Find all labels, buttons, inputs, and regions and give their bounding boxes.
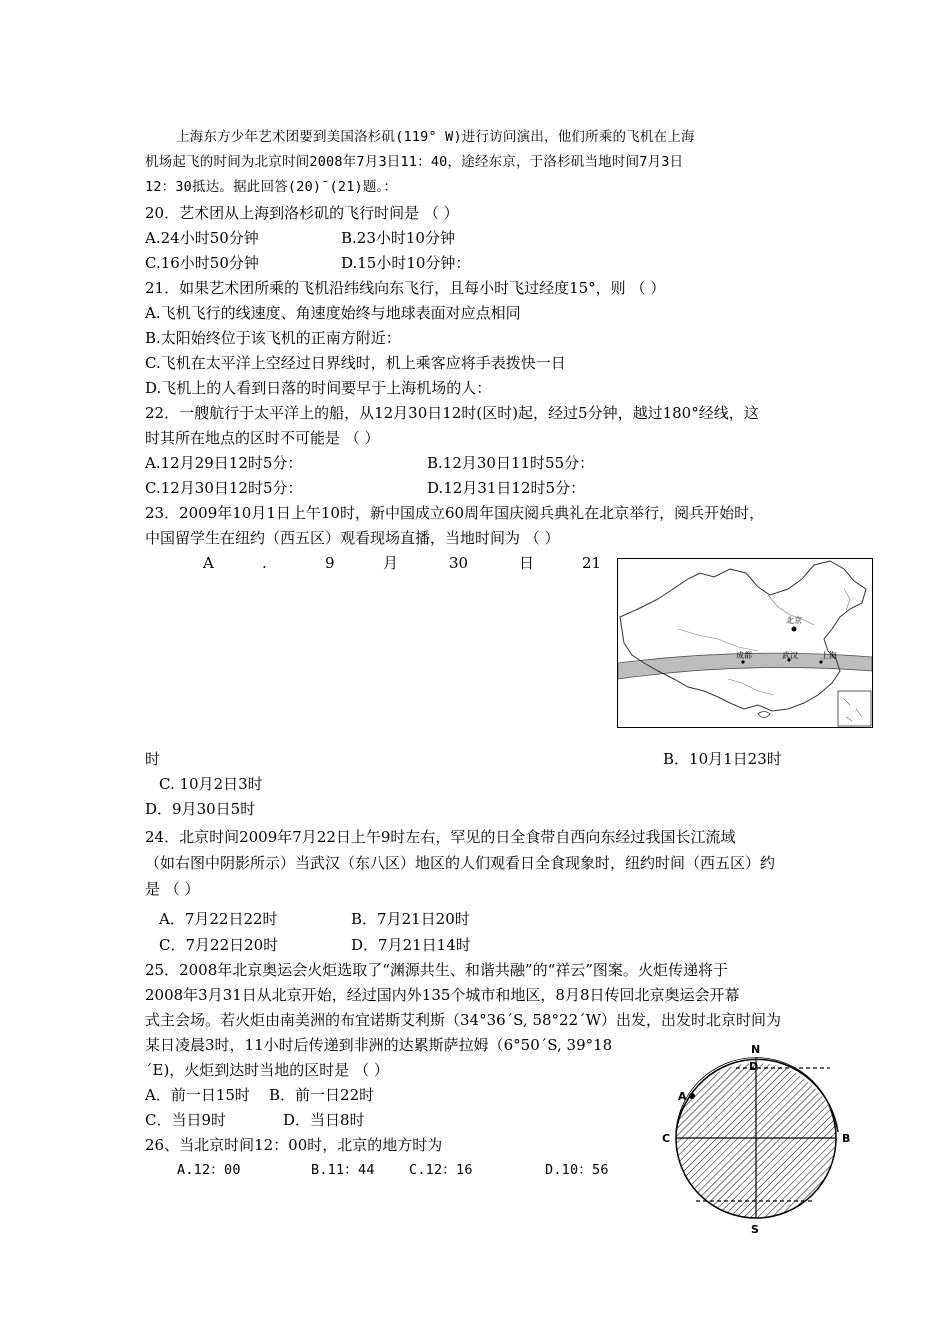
q24-stem-2: （如右图中阴影所示）当武汉（东八区）地区的人们观看日全食现象时，纽约时间（西五区）约 — [145, 854, 776, 872]
q23-option-a-part: 9 — [325, 554, 335, 572]
coast-line — [844, 589, 850, 611]
south-sea-inset — [838, 691, 871, 726]
q23-option-d: D．9月30日5时 — [145, 800, 256, 818]
province-border — [728, 679, 774, 695]
q24-option-b: B．7月21日20时 — [351, 910, 470, 928]
intro-line-3: 12：30抵达。据此回答(20)¯(21)题。： — [145, 179, 398, 195]
q23-option-a-part: A — [203, 554, 214, 572]
q23-option-a-part: 30 — [449, 554, 469, 572]
q22-option-b: B.12月30日11时55分： — [427, 454, 595, 472]
q22-stem-1: 22．一艘航行于太平洋上的船，从12月30日12时(区时)起，经过5分钟，越过180°经线，这 — [145, 404, 759, 422]
q26-option-b: B.11：44 — [311, 1162, 375, 1178]
intro-line-2: 机场起飞的时间为北京时间2008年7月3日11：40，途经东京，于洛杉矶当地时间7月3日 — [145, 154, 684, 170]
q23-option-a-part: 日 — [519, 554, 535, 572]
shanghai-label: 上海 — [821, 651, 837, 660]
q23-option-b: B．10月1日23时 — [663, 750, 782, 768]
q22-option-c: C.12月30日12时5分： — [145, 479, 303, 497]
q22-stem-2: 时其所在地点的区时不可能是 （ ） — [145, 429, 380, 447]
q25-option-b: B．前一日22时 — [269, 1086, 375, 1104]
q26-stem: 26、当北京时间12：00时，北京的地方时为 — [145, 1136, 443, 1154]
chengdu-label: 成都 — [736, 651, 752, 660]
q25-option-c: C．当日9时 — [145, 1111, 227, 1129]
q21-option-a: A.飞机飞行的线速度、角速度始终与地球表面对应点相同 — [145, 304, 521, 322]
beijing-dot — [792, 627, 797, 632]
hainan-island — [758, 712, 770, 718]
q20-option-a: A.24小时50分钟 — [145, 229, 259, 247]
q23-option-a-part: 21 — [582, 554, 602, 572]
q24-stem-1: 24．北京时间2009年7月22日上午9时左右，罕见的日全食带自西向东经过我国长江流域 — [145, 828, 736, 846]
label-n: N — [751, 1043, 761, 1056]
q23-option-a-tail: 时 — [145, 750, 161, 768]
q25-stem-1: 25．2008年北京奥运会火炬选取了“渊源共生、和谐共融”的“祥云”图案。火炬传递将于 — [145, 961, 728, 979]
intro-line-1: 上海东方少年艺术团要到美国洛杉矶(119° W)进行访问演出，他们所乘的飞机在上海 — [176, 129, 695, 145]
label-c: C — [662, 1132, 671, 1145]
q21-stem: 21．如果艺术团所乘的飞机沿纬线向东飞行，且每小时飞过经度15°，则 （ ） — [145, 279, 666, 297]
q23-option-c: C. 10月2日3时 — [159, 775, 263, 793]
q25-stem-5: ´E)，火炬到达时当地的区时是 （ ） — [145, 1061, 389, 1079]
q23-option-a-part: 月 — [383, 554, 399, 572]
q21-option-d: D.飞机上的人看到日落的时间要早于上海机场的人： — [145, 379, 492, 397]
china-map-figure — [617, 558, 873, 728]
globe-diagram — [652, 1040, 862, 1235]
globe-figure — [652, 1040, 862, 1235]
country-outline — [620, 561, 866, 711]
chengdu-dot — [741, 660, 744, 663]
q26-option-a: A.12：00 — [177, 1162, 241, 1178]
label-b: B — [842, 1132, 851, 1145]
q25-option-a: A．前一日15时 — [145, 1086, 250, 1104]
q25-stem-2: 2008年3月31日从北京开始，经过国内外135个城市和地区，8月8日传回北京奥运会开幕 — [145, 986, 740, 1004]
label-d: D — [749, 1060, 759, 1073]
q26-option-d: D.10：56 — [545, 1162, 609, 1178]
q22-option-a: A.12月29日12时5分： — [145, 454, 303, 472]
q24-stem-3: 是 （ ） — [145, 880, 200, 898]
q20-stem: 20．艺术团从上海到洛杉矶的飞行时间是 （ ） — [145, 204, 459, 222]
q23-stem-1: 23．2009年10月1日上午10时，新中国成立60周年国庆阅兵典礼在北京举行，阅兵开始时， — [145, 504, 765, 522]
q20-option-d: D.15小时10分钟： — [341, 254, 471, 272]
q24-option-d: D．7月21日14时 — [351, 936, 471, 954]
china-map — [618, 559, 872, 727]
q20-option-c: C.16小时50分钟 — [145, 254, 259, 272]
province-border — [678, 629, 758, 651]
q26-option-c: C.12：16 — [409, 1162, 473, 1178]
q22-option-d: D.12月31日12时5分： — [427, 479, 586, 497]
label-s: S — [751, 1223, 759, 1235]
q20-option-b: B.23小时10分钟 — [341, 229, 455, 247]
point-a-dot — [689, 1093, 695, 1099]
q23-option-a-part: . — [262, 554, 267, 572]
q21-option-c: C.飞机在太平洋上空经过日界线时，机上乘客应将手表拨快一日 — [145, 354, 566, 372]
shanghai-dot — [819, 660, 822, 663]
label-a: A — [678, 1090, 687, 1103]
wuhan-label: 武汉 — [782, 651, 798, 660]
q25-stem-3: 式主会场。若火炬由南美洲的布宜诺斯艾利斯（34°36´S, 58°22´W）出发，出发时北京时间为 — [145, 1011, 782, 1029]
q23-stem-2: 中国留学生在纽约（西五区）观看现场直播，当地时间为 （ ） — [145, 529, 560, 547]
q21-option-b: B.太阳始终位于该飞机的正南方附近： — [145, 329, 401, 347]
q25-option-d: D．当日8时 — [283, 1111, 365, 1129]
q24-option-a: A．7月22日22时 — [159, 910, 278, 928]
q25-stem-4: 某日凌晨3时，11小时后传递到非洲的达累斯萨拉姆（6°50´S, 39°18 — [145, 1036, 613, 1054]
q24-option-c: C．7月22日20时 — [159, 936, 279, 954]
beijing-label: 北京 — [786, 616, 802, 625]
